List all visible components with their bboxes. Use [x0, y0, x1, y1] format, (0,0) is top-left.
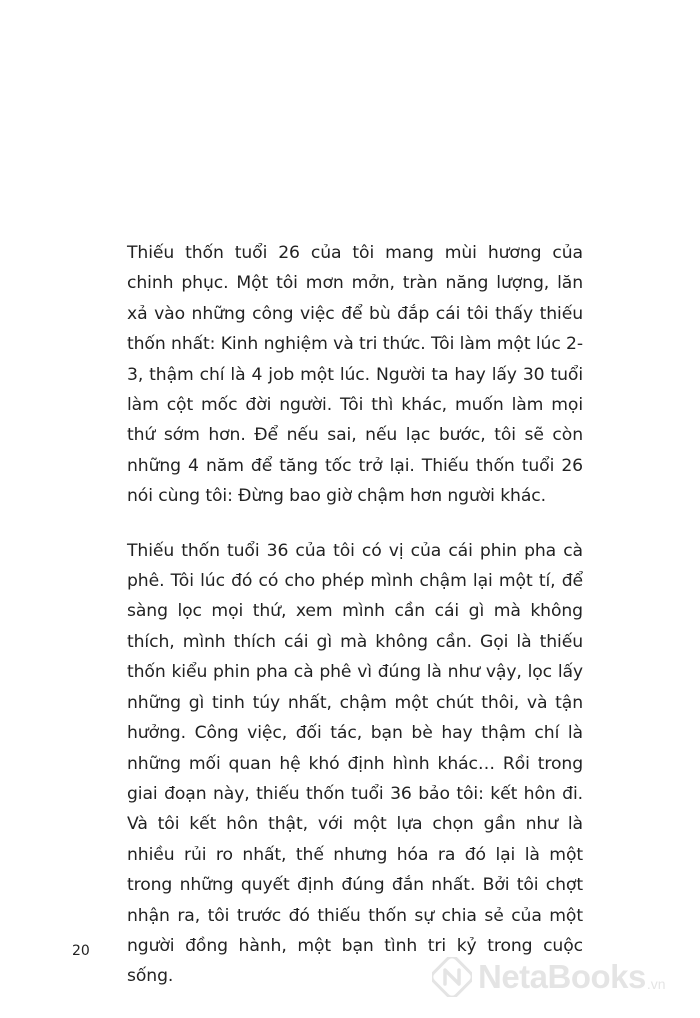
netabooks-logo-icon — [432, 957, 472, 997]
paragraph-age-26: Thiếu thốn tuổi 26 của tôi mang mùi hương của chinh phục. Một tôi mơn mởn, tràn năng lượng, lăn xả vào những công việc để bù đắp cái tôi thấy thiếu thốn nhất: Kinh nghiệm và tri thức. Tôi làm một lúc 2-3, thậm chí là 4 job một lúc. Người ta hay lấy 30 tuổi làm cột mốc đời người. Tôi thì khác, muốn làm mọi thứ sớm hơn. Để nếu sai, nếu lạc bước, tôi sẽ còn những 4 năm để tăng tốc trở lại. Thiếu thốn tuổi 26 nói cùng tôi: Đừng bao giờ chậm hơn người khác. — [127, 243, 583, 507]
page-number: 20 — [72, 943, 90, 959]
watermark — [432, 957, 666, 997]
watermark-suffix: .vn — [646, 976, 666, 992]
paragraph-age-36: Thiếu thốn tuổi 36 của tôi có vị của cái phin pha cà phê. Tôi lúc đó có cho phép mình chậm lại một tí, để sàng lọc mọi thứ, xem mình cần cái gì mà không thích, mình thích cái gì mà không cần. Gọi là thiếu thốn kiểu phin pha cà phê vì đúng là như vậy, lọc lấy những gì tinh túy nhất, chậm một chút thôi, và tận hưởng. Công việc, đối tác, bạn bè hay thậm chí là những mối quan hệ khó định hình khác… Rồi trong giai đoạn này, thiếu thốn tuổi 36 bảo tôi: kết hôn đi. Và tôi kết hôn thật, với một lựa chọn gần như là nhiều rủi ro nhất, thế nhưng hóa ra đó lại là một trong những quyết định đúng đắn nhất. Bởi tôi chợt nhận ra, tôi trước đó thiếu thốn sự chia sẻ của một người đồng hành, một bạn tình tri kỷ trong cuộc sống. — [127, 540, 583, 987]
body-text — [127, 238, 583, 1016]
watermark-text: NetaBooks — [478, 958, 646, 995]
